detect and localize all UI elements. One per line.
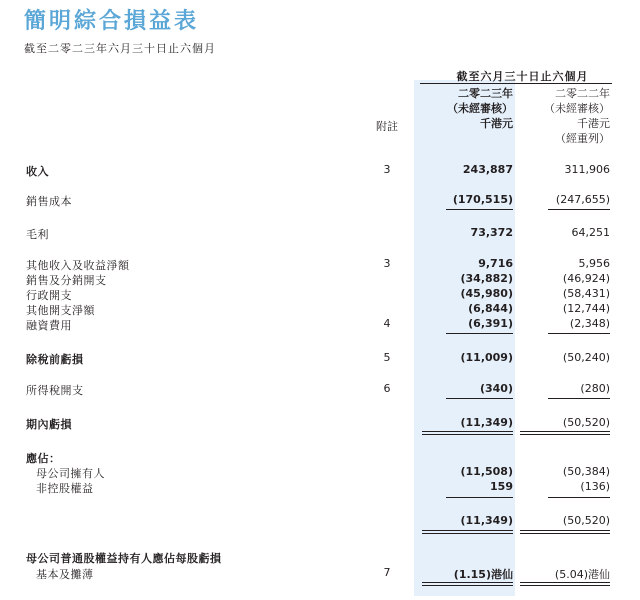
row-admin-expenses — [0, 287, 640, 302]
column-header-2023-year: 二零二三年 — [458, 87, 513, 100]
row-attributable-to — [0, 450, 640, 465]
column-header-2023 — [418, 86, 513, 131]
value-2023: (6,391) — [468, 317, 513, 330]
double-rule-top-2023 — [422, 431, 513, 432]
value-2022: (50,520) — [562, 416, 610, 429]
value-2022: 5,956 — [578, 257, 610, 270]
column-header-2022-unit: 千港元 — [577, 117, 610, 130]
value-2023: (6,844) — [468, 302, 513, 315]
double-rule-top-2023 — [422, 582, 513, 583]
row-label: 母公司擁有人 — [36, 467, 105, 480]
row-label: 除稅前虧損 — [26, 353, 84, 366]
double-rule-top-2022 — [520, 582, 610, 583]
row-revenue — [0, 163, 640, 178]
double-rule-bottom-2023 — [422, 585, 513, 586]
row-label: 應佔： — [26, 452, 61, 465]
subtotal-rule-2023 — [446, 497, 513, 498]
subtotal-rule-2022 — [548, 333, 610, 334]
row-loss-for-period — [0, 416, 640, 431]
value-2023: (34,882) — [460, 272, 513, 285]
column-header-2023-unit: 千港元 — [480, 117, 513, 130]
row-loss-per-share-heading — [0, 550, 640, 565]
row-income-tax — [0, 382, 640, 397]
row-note: 4 — [383, 317, 391, 330]
row-note: 6 — [383, 382, 391, 395]
double-rule-top-2022 — [520, 431, 610, 432]
row-non-controlling-interests — [0, 480, 640, 495]
row-label: 所得稅開支 — [26, 384, 84, 397]
column-header-2022-restated: （經重列） — [555, 132, 610, 145]
column-header-2022 — [515, 86, 610, 146]
row-note: 7 — [383, 566, 391, 579]
row-label: 行政開支 — [26, 289, 72, 302]
value-2023: 73,372 — [470, 226, 513, 239]
row-loss-before-tax — [0, 351, 640, 366]
row-label: 非控股權益 — [36, 482, 94, 495]
row-label: 母公司普通股權益持有人應佔每股虧損 — [26, 552, 222, 565]
value-2023: (11,349) — [460, 416, 513, 429]
subtotal-rule-2022 — [548, 398, 610, 399]
subtotal-rule-2022 — [548, 209, 610, 210]
value-2023: (45,980) — [460, 287, 513, 300]
row-owners-of-parent — [0, 465, 640, 480]
row-label: 其他開支淨額 — [26, 304, 95, 317]
row-other-expenses — [0, 302, 640, 317]
row-other-income — [0, 257, 640, 272]
page-subtitle: 截至二零二三年六月三十日止六個月 — [24, 42, 216, 55]
column-header-2023-audit: （未經審核） — [447, 102, 513, 115]
value-2023: (11,508) — [460, 465, 513, 478]
value-2022: (50,240) — [562, 351, 610, 364]
row-label: 收入 — [26, 165, 49, 178]
row-cost-of-sales — [0, 193, 640, 208]
value-2022: (280) — [580, 382, 610, 395]
value-2022: (136) — [580, 480, 610, 493]
row-note: 3 — [383, 257, 391, 270]
double-rule-bottom-2022 — [520, 434, 610, 435]
row-total-attributable — [0, 514, 640, 529]
value-2022: (247,655) — [555, 193, 610, 206]
subtotal-rule-2023 — [446, 398, 513, 399]
row-label: 銷售及分銷開支 — [26, 274, 107, 287]
row-label: 融資費用 — [26, 319, 72, 332]
subtotal-rule-2022 — [548, 497, 610, 498]
row-label: 其他收入及收益淨額 — [26, 259, 130, 272]
value-2022: (2,348) — [569, 317, 610, 330]
column-header-2022-audit: （未經審核） — [544, 102, 610, 115]
subtotal-rule-2023 — [446, 333, 513, 334]
value-2022: 311,906 — [564, 163, 610, 176]
value-2022: (5.04)港仙 — [554, 568, 610, 581]
row-gross-profit — [0, 226, 640, 241]
value-2022: (46,924) — [562, 272, 610, 285]
value-2023: (11,009) — [460, 351, 513, 364]
double-rule-bottom-2022 — [520, 585, 610, 586]
double-rule-bottom-2023 — [422, 533, 513, 534]
page-title: 簡明綜合損益表 — [24, 9, 200, 34]
value-2023: (11,349) — [460, 514, 513, 527]
row-note: 3 — [383, 163, 391, 176]
double-rule-bottom-2022 — [520, 533, 610, 534]
row-label: 銷售成本 — [26, 195, 72, 208]
value-2023: 159 — [490, 480, 513, 493]
subtotal-rule-2023 — [446, 209, 513, 210]
column-header-2022-year: 二零二二年 — [555, 87, 610, 100]
value-2022: 64,251 — [571, 226, 610, 239]
row-note: 5 — [383, 351, 391, 364]
row-label: 毛利 — [26, 228, 49, 241]
value-2023: (340) — [479, 382, 513, 395]
double-rule-top-2022 — [520, 530, 610, 531]
value-2022: (12,744) — [562, 302, 610, 315]
value-2023: 243,887 — [462, 163, 513, 176]
value-2022: (50,520) — [562, 514, 610, 527]
value-2022: (58,431) — [562, 287, 610, 300]
row-label: 期內虧損 — [26, 418, 72, 431]
row-selling-expenses — [0, 272, 640, 287]
note-column-header: 附註 — [376, 120, 398, 133]
period-header: 截至六月三十日止六個月 — [456, 70, 589, 83]
value-2023: (170,515) — [452, 193, 513, 206]
row-label: 基本及攤薄 — [36, 568, 94, 581]
value-2023: (1.15)港仙 — [453, 568, 513, 581]
row-finance-costs — [0, 317, 640, 332]
double-rule-bottom-2023 — [422, 434, 513, 435]
value-2022: (50,384) — [562, 465, 610, 478]
period-header-rule — [420, 83, 612, 84]
value-2023: 9,716 — [478, 257, 513, 270]
double-rule-top-2023 — [422, 530, 513, 531]
row-basic-diluted — [0, 566, 640, 581]
